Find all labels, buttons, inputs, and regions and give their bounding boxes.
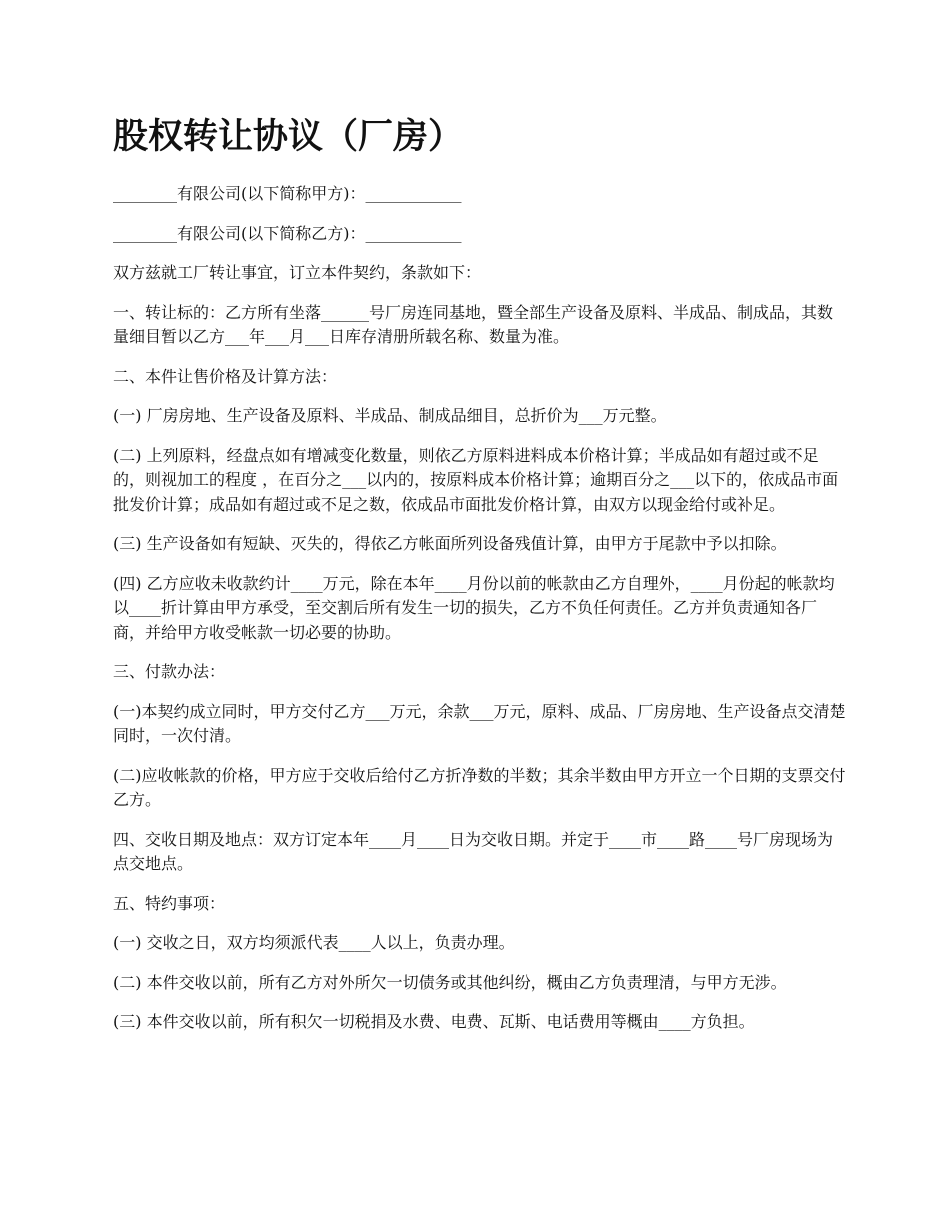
clause-2-item-2: (二) 上列原料，经盘点如有增减变化数量，则依乙方原料进料成本价格计算；半成品如有超过或不足的，则视加工的程度 ，在百分之___以内的，按原料成本价格计算；逾期百分之___以下的，依成品市面批发价计算；成品如有超过或不足之数，依成品市面批发价格计算，由双方以现金给付或补足。 [113,445,839,514]
clause-2-item-3: (三) 生产设备如有短缺、灭失的，得依乙方帐面所列设备残值计算，由甲方于尾款中予以扣除。 [113,534,787,553]
intro-paragraph: 双方兹就工厂转让事宜，订立本件契约，条款如下： [113,263,482,282]
party-b-line: ________有限公司(以下简称乙方)：____________ [113,223,462,243]
party-a-line: ________有限公司(以下简称甲方)：____________ [113,184,462,203]
clause-2-heading: 二、本件让售价格及计算方法： [113,366,338,386]
clause-5-item-3: (三) 本件交收以前，所有积欠一切税捐及水费、电费、瓦斯、电话费用等概由____方负担。 [113,1012,755,1031]
clause-2-item-4: (四) 乙方应收未收款约计____万元，除在本年____月份以前的帐款由乙方自理外，____月份起的帐款均以____折计算由甲方承受，至交割后所有发生一切的损失，乙方不负任何责任。乙方并负责通知各厂商，并给甲方收受帐款一切必要的协助。 [113,573,835,642]
clause-3-item-2: (二)应收帐款的价格，甲方应于交收后给付乙方折净数的半数；其余半数由甲方开立一个日期的支票交付乙方。 [113,765,846,809]
clause-5-heading: 五、特约事项： [113,893,226,913]
clause-5-item-2: (二) 本件交收以前，所有乙方对外所欠一切债务或其他纠纷，概由乙方负责理清，与甲方无涉。 [113,972,787,992]
clause-3-heading: 三、付款办法： [113,662,226,681]
clause-5-item-1: (一) 交收之日，双方均须派代表____人以上，负责办理。 [113,933,515,952]
clause-1-transfer-subject: 一、转让标的：乙方所有坐落______号厂房连同基地，暨全部生产设备及原料、半成品、制成品，其数量细目暂以乙方___年___月___日库存清册所载名称、数量为准。 [113,302,834,346]
clause-3-item-1: (一)本契约成立同时，甲方交付乙方___万元，余款___万元，原料、成品、厂房房地、生产设备点交清楚同时，一次付清。 [113,701,846,745]
clause-4-delivery: 四、交收日期及地点：双方订定本年____月____日为交收日期。并定于____市____路____号厂房现场为点交地点。 [113,829,834,873]
clause-2-item-1: (一) 厂房房地、生产设备及原料、半成品、制成品细目，总折价为___万元整。 [113,406,667,425]
document-title: 股权转让协议（厂房） [113,116,464,157]
document-body [113,114,848,1050]
